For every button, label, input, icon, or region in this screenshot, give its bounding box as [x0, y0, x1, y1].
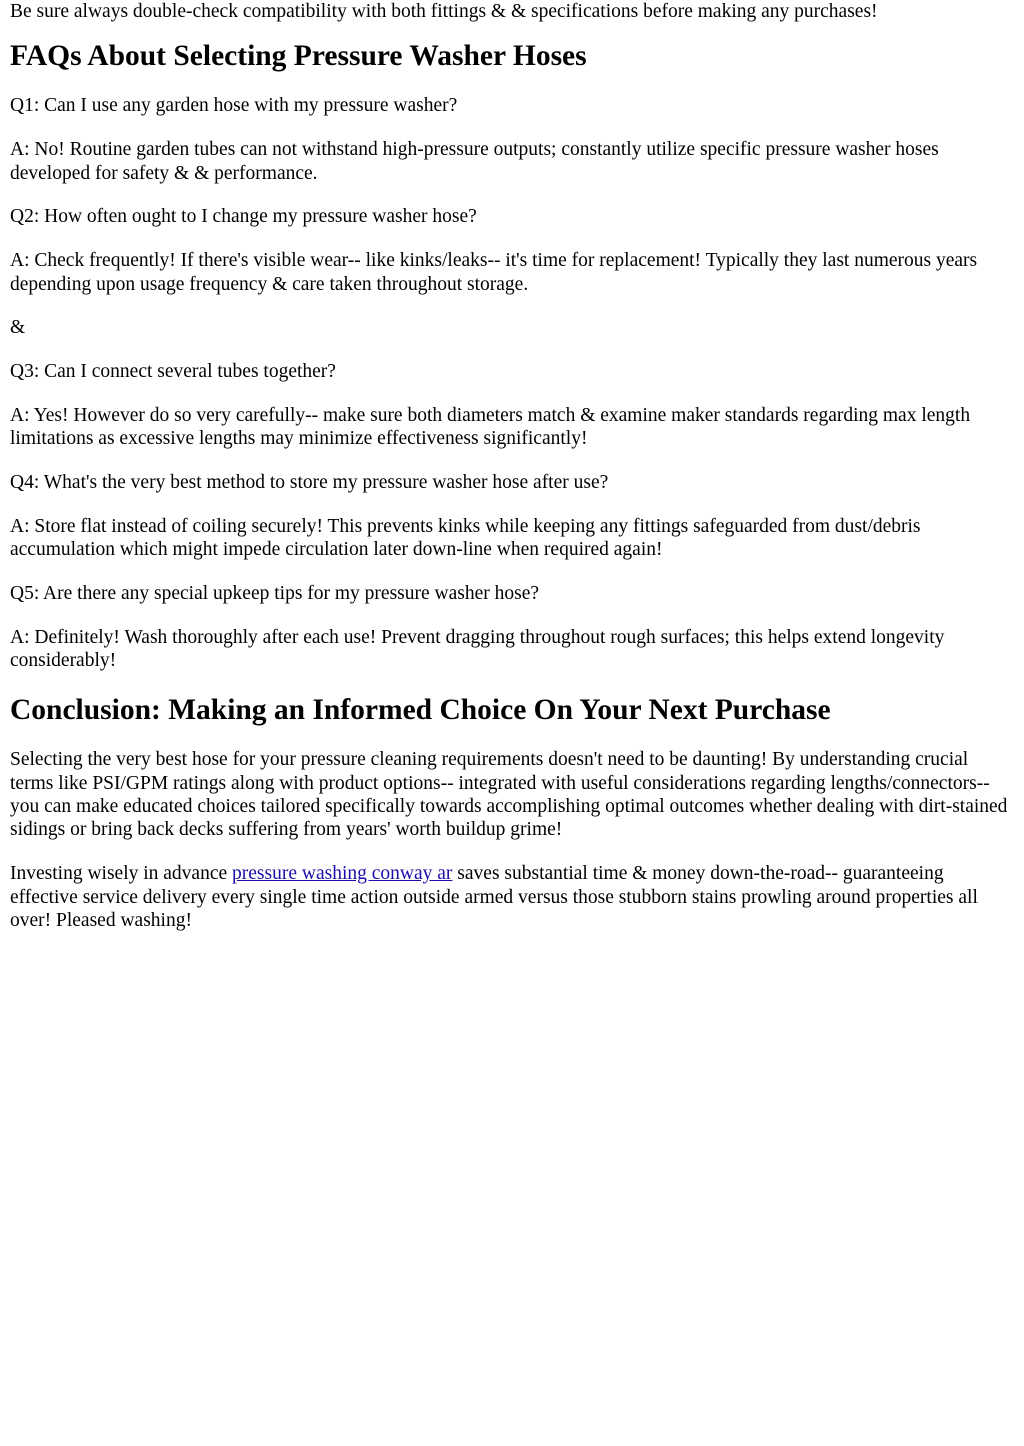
- conclusion-heading: Conclusion: Making an Informed Choice On Your Next Purchase: [10, 694, 831, 727]
- conclusion-text-after-link: saves substantial time & money down-the-road-- guaranteeing effective service delivery every single time action outside armed versus those stubborn stains prowling around properties all over! Pleased washing!: [10, 863, 978, 932]
- conclusion-text-before-link: Investing wisely in advance: [10, 863, 233, 885]
- faq-answer-3: A: Yes! However do so very carefully-- make sure both diameters match & examine maker standards regarding max length limitations as excessive lengths may minimize effectiveness significantly!: [10, 405, 971, 450]
- faq-question-3: Q3: Can I connect several tubes together?: [10, 361, 336, 383]
- faq-question-5: Q5: Are there any special upkeep tips for my pressure washer hose?: [10, 583, 540, 605]
- faq-answer-4: A: Store flat instead of coiling securely! This prevents kinks while keeping any fittings safeguarded from dust/debris accumulation which might impede circulation later down-line when required again!: [10, 516, 921, 561]
- ampersand-paragraph: &: [10, 317, 26, 339]
- faq-question-4: Q4: What's the very best method to store my pressure washer hose after use?: [10, 472, 609, 494]
- faq-question-1: Q1: Can I use any garden hose with my pressure washer?: [10, 95, 458, 117]
- faq-answer-1: A: No! Routine garden tubes can not withstand high-pressure outputs; constantly utilize specific pressure washer hoses developed for safety & & performance.: [10, 139, 939, 184]
- faq-question-2: Q2: How often ought to I change my pressure washer hose?: [10, 206, 477, 228]
- faq-heading: FAQs About Selecting Pressure Washer Hoses: [10, 40, 587, 73]
- conclusion-paragraph-2: [10, 862, 1014, 932]
- faq-answer-5: A: Definitely! Wash thoroughly after each use! Prevent dragging throughout rough surfaces; this helps extend longevity considerably!: [10, 627, 945, 672]
- pressure-washing-link[interactable]: pressure washing conway ar: [232, 863, 453, 885]
- conclusion-paragraph-1: Selecting the very best hose for your pressure cleaning requirements doesn't need to be daunting! By understanding crucial terms like PSI/GPM ratings along with product options-- integrated with useful considerations regarding lengths/connectors-- you can make educated choices tailored specifically towards accomplishing optimal outcomes whether dealing with dirt-stained sidings or bring back decks suffering from years' worth buildup grime!: [10, 749, 1008, 841]
- faq-answer-2: A: Check frequently! If there's visible wear-- like kinks/leaks-- it's time for replacement! Typically they last numerous years depending upon usage frequency & care taken throughout storage.: [10, 250, 978, 295]
- intro-paragraph: Be sure always double-check compatibility with both fittings & & specifications before making any purchases!: [10, 1, 878, 22]
